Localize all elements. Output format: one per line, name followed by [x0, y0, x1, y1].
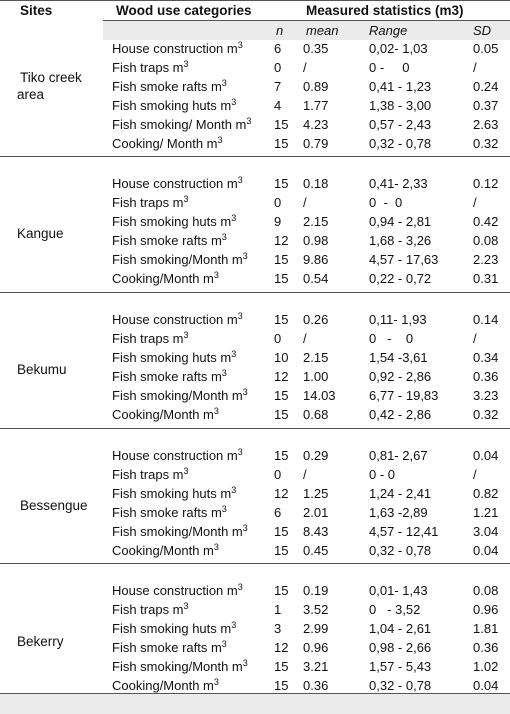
sd-cell: 0.05: [473, 41, 499, 56]
unit-superscript: 3: [231, 213, 237, 223]
unit-superscript: 3: [213, 270, 219, 280]
table-row: [0, 116, 510, 135]
range-cell: 0,41 - 1,23: [369, 79, 432, 94]
table-row: [0, 542, 510, 561]
table-row: [0, 406, 510, 425]
table-row: [0, 523, 510, 542]
header-measured: Measured statistics (m3): [306, 3, 464, 18]
n-cell: 0: [274, 467, 282, 482]
category-cell: Cooking/ Month $m^3$: [112, 135, 223, 151]
sd-cell: 3.04: [473, 524, 499, 539]
table-row: [0, 620, 510, 639]
table-row: [0, 78, 510, 97]
n-cell: 12: [274, 486, 289, 501]
range-cell: 6,77 - 19,83: [369, 388, 439, 403]
unit-superscript: 3: [183, 601, 189, 611]
table-row: [0, 639, 510, 658]
mean-cell: 0.29: [303, 448, 329, 463]
table-row: [0, 387, 510, 406]
range-cell: 1,24 - 2,41: [369, 486, 432, 501]
n-cell: 0: [274, 331, 282, 346]
category-cell: Fish traps $m^3$: [112, 466, 189, 482]
mean-cell: 0.19: [303, 583, 329, 598]
mean-cell: /: [303, 60, 307, 75]
n-cell: 6: [274, 505, 282, 520]
n-cell: 15: [274, 543, 289, 558]
group-divider: [0, 428, 510, 429]
mean-cell: 4.23: [303, 117, 329, 132]
mean-cell: 1.25: [303, 486, 329, 501]
sd-cell: 3.23: [473, 388, 499, 403]
n-cell: 15: [274, 271, 289, 286]
table-row: [0, 447, 510, 466]
table-row: [0, 59, 510, 78]
range-cell: 0,92 - 2,86: [369, 369, 432, 384]
unit-superscript: 3: [221, 504, 227, 514]
table-row: [0, 194, 510, 213]
mean-cell: 2.15: [303, 214, 329, 229]
sd-cell: 0.14: [473, 312, 499, 327]
table-row: [0, 251, 510, 270]
mean-cell: 0.18: [303, 176, 329, 191]
n-cell: 12: [274, 640, 289, 655]
unit-superscript: 3: [183, 330, 189, 340]
unit-superscript: 3: [231, 485, 237, 495]
header-sites: Sites: [20, 3, 53, 18]
category-cell: Fish smoking/Month $m^3$: [112, 658, 248, 674]
sd-cell: 2.23: [473, 252, 499, 267]
category-cell: House construction $m^3$: [112, 40, 243, 56]
sd-cell: 0.36: [473, 640, 499, 655]
unit-superscript: 3: [217, 135, 223, 145]
range-cell: 0,94 - 2,81: [369, 214, 432, 229]
sd-cell: 0.32: [473, 407, 499, 422]
n-cell: 1: [274, 602, 282, 617]
table-row: [0, 466, 510, 485]
category-cell: Fish smoking huts $m^3$: [112, 485, 237, 501]
unit-superscript: 3: [237, 447, 243, 457]
range-cell: 0 - 3,52: [369, 602, 421, 617]
site-label: Bekerry: [17, 634, 64, 649]
unit-superscript: 3: [246, 116, 252, 126]
category-cell: Fish smoking huts $m^3$: [112, 97, 237, 113]
n-cell: 15: [274, 524, 289, 539]
n-cell: 12: [274, 233, 289, 248]
mean-cell: 2.01: [303, 505, 329, 520]
sd-cell: 0.12: [473, 176, 499, 191]
category-cell: House construction $m^3$: [112, 582, 243, 598]
site-label: Tiko creek: [20, 70, 82, 85]
table-row: [0, 658, 510, 677]
range-cell: 0 - 0: [369, 467, 396, 482]
range-cell: 1,63 -2,89: [369, 505, 428, 520]
n-cell: 15: [274, 583, 289, 598]
sd-cell: /: [473, 195, 477, 210]
category-cell: Fish smoke rafts $m^3$: [112, 78, 227, 94]
sd-cell: /: [473, 331, 477, 346]
range-cell: 1,04 - 2,61: [369, 621, 432, 636]
range-cell: 0,32 - 0,78: [369, 136, 432, 151]
range-cell: 0,57 - 2,43: [369, 117, 432, 132]
n-cell: 15: [274, 252, 289, 267]
n-cell: 12: [274, 369, 289, 384]
unit-superscript: 3: [237, 311, 243, 321]
site-label: area: [17, 87, 45, 102]
group-divider: [0, 292, 510, 293]
range-cell: 0 - 0: [369, 195, 403, 210]
category-cell: Fish smoking/Month $m^3$: [112, 523, 248, 539]
unit-superscript: 3: [183, 194, 189, 204]
category-cell: Fish smoke rafts $m^3$: [112, 368, 227, 384]
range-cell: 4,57 - 17,63: [369, 252, 439, 267]
table-header: [0, 0, 510, 21]
unit-superscript: 3: [213, 677, 219, 687]
mean-cell: 2.99: [303, 621, 329, 636]
table-row: [0, 601, 510, 620]
mean-cell: 0.98: [303, 233, 329, 248]
range-cell: 0,11- 1,93: [369, 312, 427, 327]
range-cell: 0,22 - 0,72: [369, 271, 432, 286]
unit-superscript: 3: [221, 78, 227, 88]
sd-cell: /: [473, 467, 477, 482]
category-cell: Cooking/Month $m^3$: [112, 406, 219, 422]
range-cell: 1,38 - 3,00: [369, 98, 432, 113]
category-cell: Fish smoking/Month $m^3$: [112, 387, 248, 403]
mean-cell: 0.68: [303, 407, 329, 422]
site-label: Kangue: [17, 226, 64, 241]
site-label: Bessengue: [20, 498, 88, 513]
unit-superscript: 3: [221, 232, 227, 242]
mean-cell: 1.77: [303, 98, 329, 113]
sd-cell: 0.04: [473, 678, 499, 693]
mean-cell: 1.00: [303, 369, 329, 384]
mean-cell: 0.54: [303, 271, 329, 286]
group-divider: [0, 563, 510, 564]
table-row: [0, 349, 510, 368]
mean-cell: 0.96: [303, 640, 329, 655]
n-cell: 15: [274, 659, 289, 674]
table-row: [0, 582, 510, 601]
unit-superscript: 3: [231, 349, 237, 359]
n-cell: 15: [274, 176, 289, 191]
unit-superscript: 3: [231, 97, 237, 107]
table-row: [0, 97, 510, 116]
n-cell: 15: [274, 448, 289, 463]
table-row: [0, 213, 510, 232]
mean-cell: 0.26: [303, 312, 329, 327]
range-cell: 0,81- 2,67: [369, 448, 428, 463]
table-row: [0, 270, 510, 289]
table-row: [0, 135, 510, 154]
table-row: [0, 485, 510, 504]
range-cell: 0,41- 2,33: [369, 176, 428, 191]
n-cell: 0: [274, 195, 282, 210]
range-cell: 1,68 - 3,26: [369, 233, 432, 248]
subheader: [103, 20, 510, 40]
n-cell: 15: [274, 117, 289, 132]
category-cell: Fish smoking huts $m^3$: [112, 213, 237, 229]
table-row: [0, 330, 510, 349]
category-cell: House construction $m^3$: [112, 311, 243, 327]
category-cell: Fish smoking huts $m^3$: [112, 620, 237, 636]
sd-cell: 0.08: [473, 233, 499, 248]
n-cell: 15: [274, 312, 289, 327]
sd-cell: 2.63: [473, 117, 499, 132]
n-cell: 15: [274, 136, 289, 151]
unit-superscript: 3: [213, 406, 219, 416]
header-range: Range: [369, 23, 408, 38]
mean-cell: 0.36: [303, 678, 329, 693]
mean-cell: 9.86: [303, 252, 329, 267]
n-cell: 15: [274, 407, 289, 422]
sd-cell: 0.82: [473, 486, 499, 501]
range-cell: 4,57 - 12,41: [369, 524, 439, 539]
unit-superscript: 3: [242, 523, 248, 533]
n-cell: 10: [274, 350, 289, 365]
header-n: n: [276, 23, 284, 38]
category-cell: Fish smoking huts $m^3$: [112, 349, 237, 365]
sd-cell: 0.24: [473, 79, 499, 94]
mean-cell: /: [303, 195, 307, 210]
unit-superscript: 3: [221, 639, 227, 649]
mean-cell: 3.21: [303, 659, 329, 674]
range-cell: 1,57 - 5,43: [369, 659, 432, 674]
sd-cell: 1.21: [473, 505, 499, 520]
sd-cell: 0.08: [473, 583, 499, 598]
category-cell: Fish traps $m^3$: [112, 601, 189, 617]
category-cell: Fish smoking/Month $m^3$: [112, 251, 248, 267]
n-cell: 9: [274, 214, 282, 229]
range-cell: 0,02- 1,03: [369, 41, 428, 56]
sd-cell: 0.36: [473, 369, 499, 384]
sd-cell: 1.81: [473, 621, 499, 636]
table-footer-band: [0, 694, 510, 714]
range-cell: 1,54 -3,61: [369, 350, 428, 365]
n-cell: 0: [274, 60, 282, 75]
table-row: [0, 311, 510, 330]
category-cell: Fish traps $m^3$: [112, 59, 189, 75]
range-cell: 0,98 - 2,66: [369, 640, 432, 655]
sd-cell: 0.31: [473, 271, 499, 286]
table-row: [0, 504, 510, 523]
n-cell: 6: [274, 41, 282, 56]
category-cell: Fish smoke rafts $m^3$: [112, 639, 227, 655]
unit-superscript: 3: [237, 40, 243, 50]
n-cell: 15: [274, 388, 289, 403]
range-cell: 0,01- 1,43: [369, 583, 428, 598]
n-cell: 15: [274, 678, 289, 693]
site-label: Bekumu: [17, 362, 67, 377]
mean-cell: 14.03: [303, 388, 336, 403]
header-mean: mean: [306, 23, 339, 38]
n-cell: 7: [274, 79, 282, 94]
mean-cell: 0.79: [303, 136, 329, 151]
group-divider: [0, 156, 510, 157]
category-cell: Cooking/Month $m^3$: [112, 542, 219, 558]
sd-cell: 0.32: [473, 136, 499, 151]
table-row: [0, 40, 510, 59]
header-sd: SD: [473, 23, 492, 38]
mean-cell: 8.43: [303, 524, 329, 539]
sd-cell: 0.34: [473, 350, 499, 365]
unit-superscript: 3: [242, 387, 248, 397]
sd-cell: /: [473, 60, 477, 75]
unit-superscript: 3: [183, 59, 189, 69]
header-categories: Wood use categories: [116, 3, 252, 18]
table-row: [0, 368, 510, 387]
range-cell: 0,32 - 0,78: [369, 543, 432, 558]
unit-superscript: 3: [242, 658, 248, 668]
range-cell: 0,42 - 2,86: [369, 407, 432, 422]
category-cell: Fish smoke rafts $m^3$: [112, 504, 227, 520]
category-cell: Fish traps $m^3$: [112, 194, 189, 210]
sd-cell: 0.42: [473, 214, 499, 229]
category-cell: Cooking/Month $m^3$: [112, 270, 219, 286]
unit-superscript: 3: [221, 368, 227, 378]
table-row: [0, 175, 510, 194]
sd-cell: 0.04: [473, 448, 499, 463]
category-cell: Fish smoking/ Month $m^3$: [112, 116, 252, 132]
unit-superscript: 3: [231, 620, 237, 630]
unit-superscript: 3: [237, 175, 243, 185]
mean-cell: /: [303, 467, 307, 482]
unit-superscript: 3: [213, 542, 219, 552]
category-cell: Cooking/Month $m^3$: [112, 677, 219, 693]
sd-cell: 1.02: [473, 659, 499, 674]
mean-cell: 0.45: [303, 543, 329, 558]
category-cell: House construction $m^3$: [112, 447, 243, 463]
unit-superscript: 3: [237, 582, 243, 592]
sd-cell: 0.96: [473, 602, 499, 617]
sd-cell: 0.37: [473, 98, 499, 113]
n-cell: 4: [274, 98, 282, 113]
range-cell: 0 - 0: [369, 331, 414, 346]
range-cell: 0,32 - 0,78: [369, 678, 432, 693]
n-cell: 3: [274, 621, 282, 636]
sd-cell: 0.04: [473, 543, 499, 558]
unit-superscript: 3: [242, 251, 248, 261]
mean-cell: 2.15: [303, 350, 329, 365]
category-cell: House construction $m^3$: [112, 175, 243, 191]
table-row: [0, 232, 510, 251]
category-cell: Fish smoke rafts $m^3$: [112, 232, 227, 248]
category-cell: Fish traps $m^3$: [112, 330, 189, 346]
range-cell: 0 - 0: [369, 60, 410, 75]
mean-cell: 0.89: [303, 79, 329, 94]
mean-cell: 0.35: [303, 41, 329, 56]
mean-cell: /: [303, 331, 307, 346]
unit-superscript: 3: [183, 466, 189, 476]
mean-cell: 3.52: [303, 602, 329, 617]
